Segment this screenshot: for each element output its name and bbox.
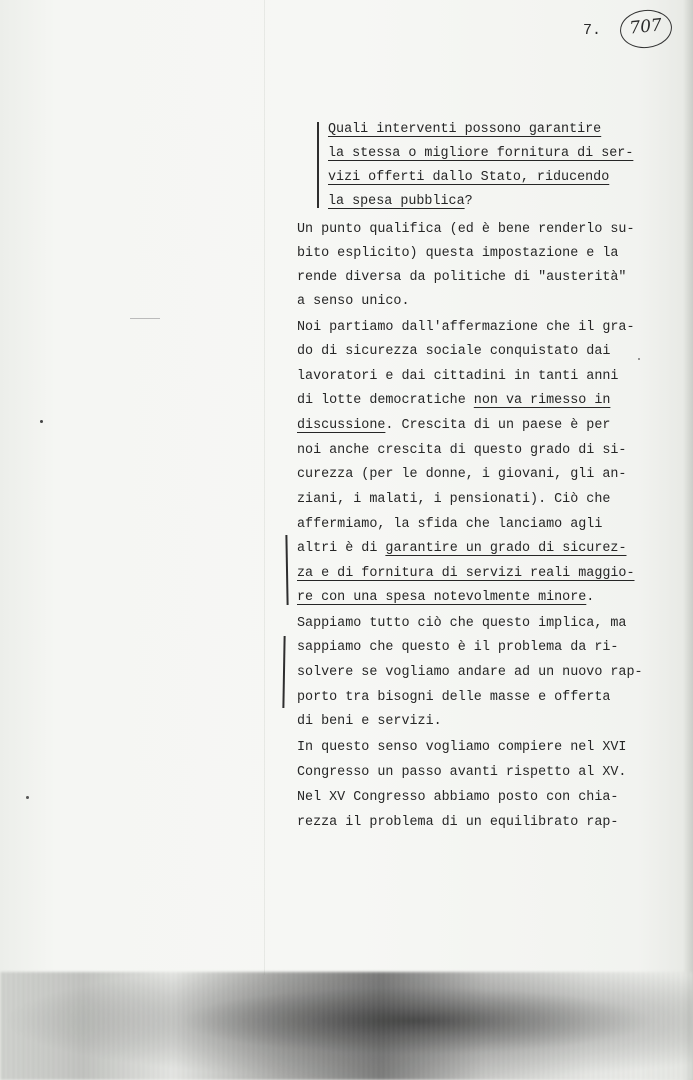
text-line: la spesa pubblica? xyxy=(328,194,473,209)
underlined-fragment: re con una spesa notevolmente minore xyxy=(297,590,587,605)
text-line: re con una spesa notevolmente minore. xyxy=(297,590,595,605)
paper-speck xyxy=(26,796,29,799)
text-line: affermiamo, la sfida che lanciamo agli xyxy=(297,517,603,532)
text-line: di beni e servizi. xyxy=(297,714,442,729)
archive-stamp xyxy=(618,7,674,50)
text-line: ziani, i malati, i pensionati). Ciò che xyxy=(297,492,611,507)
text-line: Noi partiamo dall'affermazione che il gra- xyxy=(297,320,635,335)
text-line: In questo senso vogliamo compiere nel XVI xyxy=(297,740,627,755)
page-number: 7. xyxy=(583,22,602,39)
paper-fold-line xyxy=(264,0,265,975)
text-line: Nel XV Congresso abbiamo posto con chia- xyxy=(297,790,619,805)
scan-artifact-bottom xyxy=(0,972,693,1080)
archive-stamp-number: 707 xyxy=(628,15,663,39)
text-line: curezza (per le donne, i giovani, gli an- xyxy=(297,467,627,482)
underlined-fragment: discussione xyxy=(297,418,386,433)
page-edge-shadow xyxy=(683,0,693,1080)
text-line: do di sicurezza sociale conquistato dai xyxy=(297,344,611,359)
text-line: Un punto qualifica (ed è bene renderlo su- xyxy=(297,222,635,237)
underlined-fragment: non va rimesso in xyxy=(473,393,611,408)
underlined-fragment: garantire un grado di sicurez- xyxy=(385,541,627,556)
text-line: noi anche crescita di questo grado di si- xyxy=(297,443,627,458)
text-line: rezza il problema di un equilibrato rap- xyxy=(297,815,619,830)
text-line: Congresso un passo avanti rispetto al XV. xyxy=(297,765,627,780)
paper-speck xyxy=(638,358,640,360)
paper-speck xyxy=(40,420,43,423)
text-line: la stessa o migliore fornitura di ser- xyxy=(328,146,634,161)
underlined-fragment: la spesa pubblica xyxy=(328,194,465,209)
text-line: Quali interventi possono garantire xyxy=(328,122,602,137)
text-line: di lotte democratiche non va rimesso in xyxy=(297,393,611,408)
text-line: rende diversa da politiche di "austerità" xyxy=(297,270,627,285)
margin-bar-3 xyxy=(282,636,285,708)
text-line: porto tra bisogni delle masse e offerta xyxy=(297,690,611,705)
text-line: solvere se vogliamo andare ad un nuovo rap- xyxy=(297,665,643,680)
text-line: lavoratori e dai cittadini in tanti anni xyxy=(297,369,619,384)
text-line: za e di fornitura di servizi reali maggio- xyxy=(297,566,635,581)
text-line: vizi offerti dallo Stato, riducendo xyxy=(328,170,610,185)
text-line: discussione. Crescita di un paese è per xyxy=(297,418,611,433)
text-line: altri è di garantire un grado di sicurez- xyxy=(297,541,627,556)
text-line: bito esplicito) questa impostazione e la xyxy=(297,246,619,261)
paper-speck xyxy=(130,318,160,319)
margin-bar-1 xyxy=(317,122,319,208)
text-line: a senso unico. xyxy=(297,294,410,309)
text-line: sappiamo che questo è il problema da ri- xyxy=(297,640,619,655)
text-line: Sappiamo tutto ciò che questo implica, ma xyxy=(297,616,627,631)
margin-bar-2 xyxy=(285,535,288,605)
